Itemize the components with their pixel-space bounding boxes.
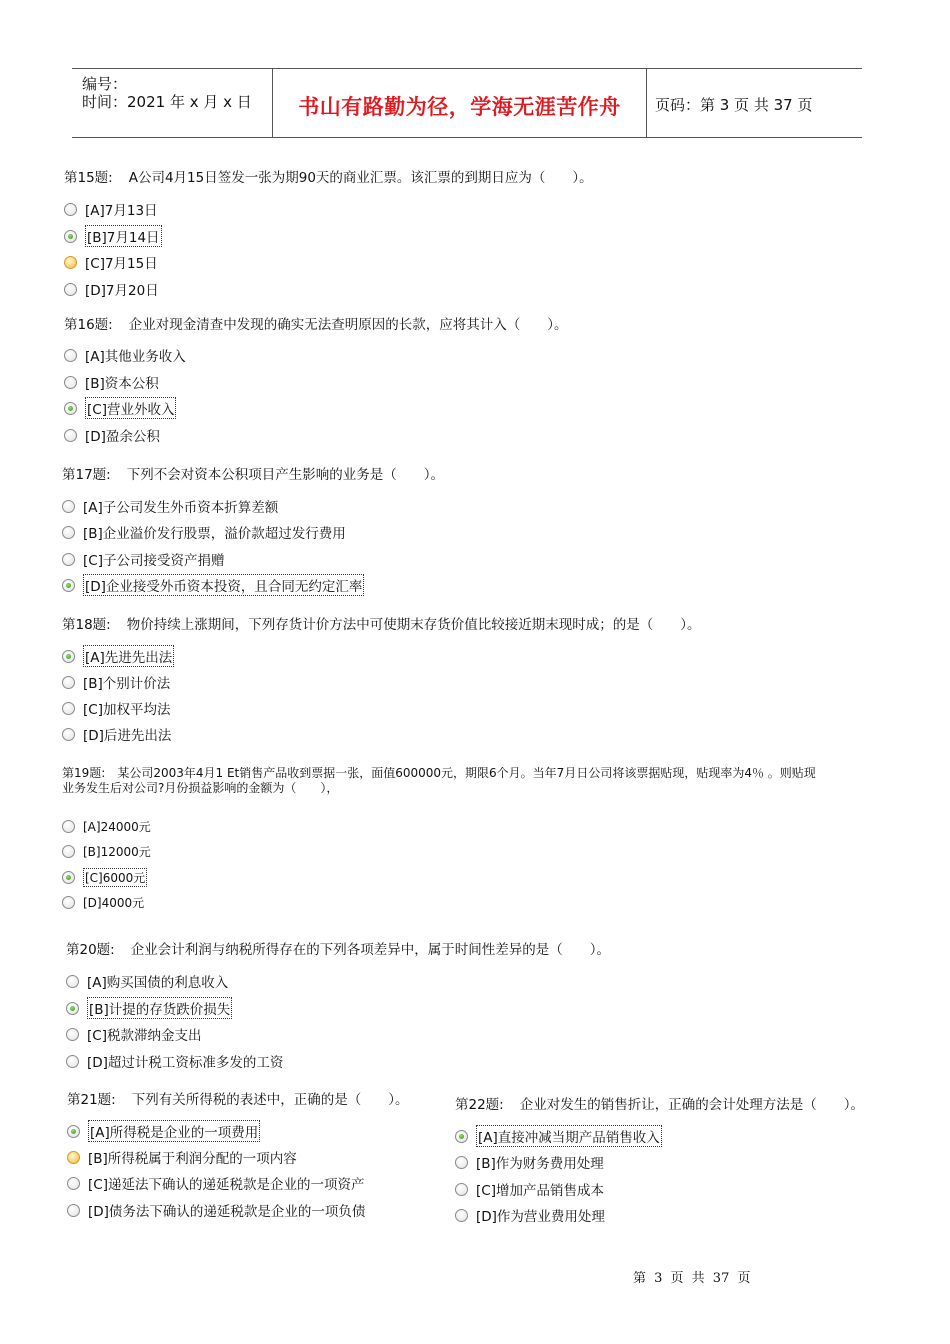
question-number: 第17题: [62, 467, 111, 483]
option-label: [C]增加产品销售成本 [476, 1183, 604, 1199]
radio-icon[interactable] [67, 1177, 80, 1190]
radio-icon[interactable] [64, 376, 77, 389]
option-label: [C]营业外收入 [85, 397, 176, 419]
question-text: A公司4月15日签发一张为期90天的商业汇票。该汇票的到期日应为（ ）。 [128, 170, 593, 186]
q22-option-d[interactable] [455, 1205, 605, 1225]
question-19-line2: 业务发生后对公司?月份损益影响的金额为（ ）， [62, 781, 339, 795]
radio-icon[interactable] [64, 256, 77, 269]
option-label: [C]递延法下确认的递延税款是企业的一项资产 [88, 1177, 365, 1193]
q22-option-a[interactable] [455, 1126, 662, 1146]
radio-selected-icon[interactable] [455, 1130, 468, 1143]
radio-icon[interactable] [62, 728, 75, 741]
option-label: [B]7月14日 [85, 225, 162, 247]
question-15 [64, 166, 593, 186]
radio-selected-icon[interactable] [67, 1125, 80, 1138]
option-label: [A]直接冲减当期产品销售收入 [476, 1125, 662, 1147]
radio-icon[interactable] [64, 349, 77, 362]
question-21 [67, 1088, 408, 1108]
q19-option-a[interactable] [62, 816, 151, 836]
q15-option-c[interactable] [64, 252, 158, 272]
q21-option-d[interactable] [67, 1200, 365, 1220]
question-text: 某公司2003年4月1 Et销售产品收到票据一张，面值600000元，期限6个月。当年7月日公司将该票据贴现，贴现率为4％ 。则贴现 [117, 766, 816, 780]
option-label: [C]7月15日 [85, 256, 158, 272]
q22-option-b[interactable] [455, 1152, 604, 1172]
option-label: [A]子公司发生外币资本折算差额 [83, 500, 279, 516]
question-number: 第21题: [67, 1092, 116, 1108]
q18-option-a[interactable] [62, 646, 174, 666]
q15-option-a[interactable] [64, 199, 158, 219]
q17-option-a[interactable] [62, 496, 278, 516]
radio-icon[interactable] [66, 975, 79, 988]
option-label: [A]所得税是企业的一项费用 [88, 1120, 260, 1142]
radio-icon[interactable] [455, 1183, 468, 1196]
question-text: 企业会计利润与纳税所得存在的下列各项差异中，属于时间性差异的是（ ）。 [130, 942, 610, 958]
q17-option-c[interactable] [62, 549, 224, 569]
q18-option-b[interactable] [62, 672, 170, 692]
page-info: 页码：第 3 页 共 37 页 [655, 96, 813, 114]
q22-option-c[interactable] [455, 1179, 604, 1199]
q18-option-d[interactable] [62, 724, 171, 744]
radio-icon[interactable] [64, 203, 77, 216]
radio-icon[interactable] [455, 1156, 468, 1169]
option-label: [A]购买国债的利息收入 [87, 975, 229, 991]
header-page-cell [647, 69, 862, 137]
option-label: [A]7月13日 [85, 203, 158, 219]
option-label: [A]其他业务收入 [85, 349, 186, 365]
q20-option-c[interactable] [66, 1024, 201, 1044]
question-number: 第16题: [64, 317, 113, 333]
q17-option-d[interactable] [62, 575, 364, 595]
option-label: [B]计提的存货跌价损失 [87, 997, 232, 1019]
question-number: 第22题: [455, 1097, 504, 1113]
question-18 [62, 613, 700, 633]
time-label: 时间：2021 年 x 月 x 日 [82, 93, 252, 111]
option-label: [D]盈余公积 [85, 429, 160, 445]
q19-option-c[interactable] [62, 867, 147, 887]
option-label: [D]4000元 [83, 895, 145, 910]
option-label: [C]6000元 [83, 868, 147, 887]
option-label: [B]资本公积 [85, 376, 159, 392]
q16-option-c[interactable] [64, 398, 176, 418]
radio-selected-icon[interactable] [62, 650, 75, 663]
question-number: 第19题: [62, 766, 106, 780]
radio-icon[interactable] [62, 526, 75, 539]
radio-selected-icon[interactable] [62, 871, 75, 884]
q20-option-b[interactable] [66, 998, 232, 1018]
page-footer: 第 3 页 共 37 页 [633, 1271, 751, 1286]
radio-selected-icon[interactable] [64, 402, 77, 415]
radio-icon[interactable] [64, 283, 77, 296]
option-label: [D]作为营业费用处理 [476, 1209, 605, 1225]
option-label: [D]后进先出法 [83, 728, 172, 744]
question-text: 下列有关所得税的表述中，正确的是（ ）。 [131, 1092, 409, 1108]
radio-icon[interactable] [67, 1151, 80, 1164]
option-label: [B]所得税属于利润分配的一项内容 [88, 1151, 297, 1167]
q21-option-c[interactable] [67, 1173, 364, 1193]
option-label: [A]24000元 [83, 819, 151, 834]
q20-option-d[interactable] [66, 1051, 283, 1071]
question-text: 物价持续上涨期间，下列存货计价方法中可使期末存货价值比较接近期末现时成；的是（ ）。 [126, 617, 701, 633]
radio-selected-icon[interactable] [62, 579, 75, 592]
q16-option-a[interactable] [64, 345, 186, 365]
question-17 [62, 463, 444, 483]
radio-icon[interactable] [62, 845, 75, 858]
page-header [72, 68, 862, 138]
question-20 [66, 938, 610, 958]
q15-option-d[interactable] [64, 279, 159, 299]
option-label: [C]子公司接受资产捐赠 [83, 553, 225, 569]
option-label: [B]作为财务费用处理 [476, 1156, 604, 1172]
number-label: 编号： [82, 75, 128, 93]
q16-option-d[interactable] [64, 425, 160, 445]
q21-option-b[interactable] [67, 1147, 297, 1167]
radio-icon[interactable] [67, 1204, 80, 1217]
radio-selected-icon[interactable] [64, 230, 77, 243]
header-motto-cell [273, 69, 647, 137]
q21-option-a[interactable] [67, 1121, 260, 1141]
radio-icon[interactable] [66, 1028, 79, 1041]
q20-option-a[interactable] [66, 971, 228, 991]
motto: 书山有路勤为径，学海无涯苦作舟 [298, 94, 621, 119]
radio-icon[interactable] [62, 676, 75, 689]
q19-option-d[interactable] [62, 892, 144, 912]
option-label: [B]12000元 [83, 844, 151, 859]
radio-icon[interactable] [64, 429, 77, 442]
question-number: 第15题: [64, 170, 113, 186]
question-text: 企业对现金清查中发现的确实无法查明原因的长款，应将其计入（ ）。 [128, 317, 568, 333]
q17-option-b[interactable] [62, 522, 346, 542]
radio-icon[interactable] [62, 820, 75, 833]
option-label: [C]税款滞纳金支出 [87, 1028, 202, 1044]
radio-icon[interactable] [62, 896, 75, 909]
option-label: [D]超过计税工资标准多发的工资 [87, 1055, 284, 1071]
radio-icon[interactable] [62, 500, 75, 513]
radio-icon[interactable] [66, 1055, 79, 1068]
radio-icon[interactable] [455, 1209, 468, 1222]
q18-option-c[interactable] [62, 698, 170, 718]
question-number: 第20题: [66, 942, 115, 958]
radio-icon[interactable] [62, 702, 75, 715]
option-label: [B]个别计价法 [83, 676, 171, 692]
question-text: 企业对发生的销售折让，正确的会计处理方法是（ ）。 [519, 1097, 864, 1113]
option-label: [A]先进先出法 [83, 645, 174, 667]
question-16 [64, 313, 567, 333]
option-label: [D]债务法下确认的递延税款是企业的一项负债 [88, 1204, 366, 1220]
q15-option-b[interactable] [64, 226, 162, 246]
question-text: 下列不会对资本公积项目产生影响的业务是（ ）。 [126, 467, 444, 483]
option-label: [D]企业接受外币资本投资，且合同无约定汇率 [83, 574, 364, 596]
question-number: 第18题: [62, 617, 111, 633]
radio-selected-icon[interactable] [66, 1002, 79, 1015]
option-label: [B]企业溢价发行股票，溢价款超过发行费用 [83, 526, 346, 542]
option-label: [D]7月20日 [85, 283, 159, 299]
q19-option-b[interactable] [62, 841, 151, 861]
header-info-cell [72, 69, 273, 137]
radio-icon[interactable] [62, 553, 75, 566]
q16-option-b[interactable] [64, 372, 159, 392]
question-22 [455, 1093, 864, 1113]
option-label: [C]加权平均法 [83, 702, 171, 718]
